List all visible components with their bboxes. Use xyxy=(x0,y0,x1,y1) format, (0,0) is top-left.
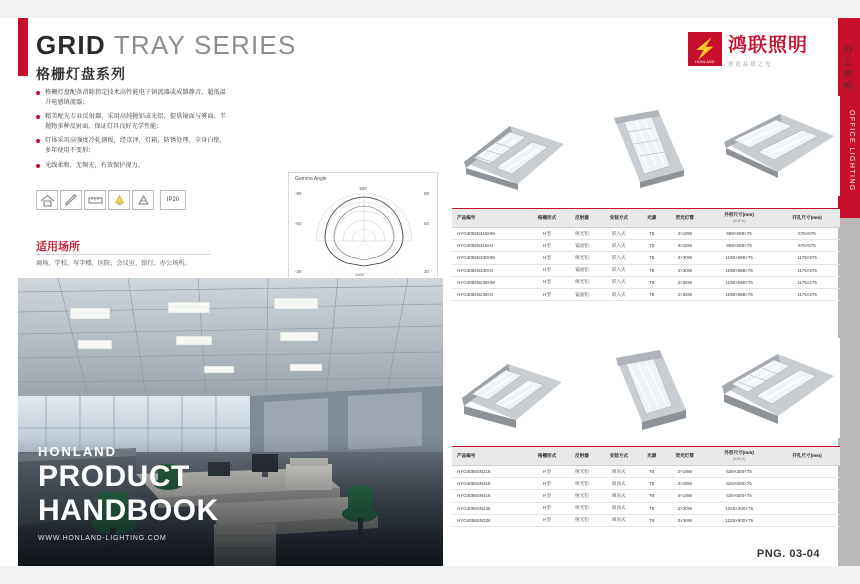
bulb-icon xyxy=(108,190,130,210)
feature-item: 光线柔和，无频光，有效保护视力。 xyxy=(36,161,226,171)
table-row xyxy=(452,288,840,300)
svg-text:-30: -30 xyxy=(295,269,302,274)
cell-dimensions: 1198×598×75 xyxy=(704,288,774,300)
cell-product-code: HYG4055N236HJ xyxy=(452,288,530,300)
product-image xyxy=(452,338,576,438)
cell-cutout: 1175×575 xyxy=(774,264,840,276)
cell-mounting: 嵌入式 xyxy=(599,288,638,300)
cell-source: T8 xyxy=(638,490,665,502)
cell-cutout: 1175×275 xyxy=(774,276,840,288)
cell-cutout: 575×575 xyxy=(774,240,840,252)
cell-mounting: 嵌入式 xyxy=(599,264,638,276)
feature-item: 格栅灯盘配备消除指定技术高性能电子镇流器或成器静音，超低温升电感镇流器； xyxy=(36,88,226,107)
cell-grid-type: H型 xyxy=(530,466,565,478)
col-reflector: 反射器 xyxy=(565,209,600,228)
col-product-code: 产品编号 xyxy=(452,447,530,466)
col-mounting: 安装方式 xyxy=(599,209,638,228)
cell-reflector: 哑光铝 xyxy=(565,478,600,490)
cell-mounting: 吸顶式 xyxy=(599,466,638,478)
page-title-en xyxy=(36,30,297,61)
cell-lamp: 3×18W xyxy=(665,228,704,240)
svg-text:60: 60 xyxy=(424,221,430,226)
cell-lamp: 2×36W xyxy=(665,276,704,288)
cell-reflector: 镜面铝 xyxy=(565,288,600,300)
cell-source: T8 xyxy=(638,514,665,526)
cell-cutout xyxy=(774,478,840,490)
cell-lamp: 2×30W xyxy=(665,502,704,514)
cell-product-code: HYG4056SN318 xyxy=(452,478,530,490)
cell-source: T8 xyxy=(638,276,665,288)
photo-brand: HONLAND xyxy=(38,444,117,459)
cell-lamp: 3×30W xyxy=(665,264,704,276)
polar-title: Gamma Angle xyxy=(295,176,327,182)
cell-product-code: HYG4055N318HJ xyxy=(452,240,530,252)
table-row xyxy=(452,252,840,264)
cell-source: T8 xyxy=(638,228,665,240)
logo-mark-icon xyxy=(688,32,722,66)
svg-text:1000: 1000 xyxy=(355,272,364,277)
col-cutout: 开孔尺寸(mm) xyxy=(774,447,840,466)
title-bold: GRID xyxy=(36,30,106,60)
cell-cutout xyxy=(774,514,840,526)
feature-item: 精美配光专业反射器，采用高纯抛铝或光铝，提供镜面与雾面、半抛物多种反射面，保证灯具良好光学性能； xyxy=(36,112,226,131)
cell-lamp: 4×18W xyxy=(665,490,704,502)
cell-cutout: 1175×575 xyxy=(774,252,840,264)
cell-lamp: 3×18W xyxy=(665,478,704,490)
cell-reflector: 镜面铝 xyxy=(565,264,600,276)
cell-cutout xyxy=(774,466,840,478)
cell-grid-type: H型 xyxy=(530,264,565,276)
cell-mounting: 吸顶式 xyxy=(599,490,638,502)
cell-grid-type: H型 xyxy=(530,240,565,252)
lightning-icon: ⚡ xyxy=(693,38,717,60)
col-grid-type: 格栅形式 xyxy=(530,447,565,466)
col-dimensions: 外形尺寸(mm) (A×B×H) xyxy=(704,209,774,228)
product-image-row-1 xyxy=(452,96,840,196)
side-tab-label-cn: 办公照明 xyxy=(843,45,854,91)
cell-grid-type: H型 xyxy=(530,276,565,288)
svg-text:-60: -60 xyxy=(295,221,302,226)
col-source: 光源 xyxy=(638,209,665,228)
cell-dimensions: 1226×300×75 xyxy=(704,502,774,514)
cell-source: T8 xyxy=(638,240,665,252)
spec-table-2 xyxy=(452,446,840,527)
cell-product-code: HYG4055N318HW xyxy=(452,228,530,240)
col-grid-type: 格栅形式 xyxy=(530,209,565,228)
col-mounting: 安装方式 xyxy=(599,447,638,466)
cell-dimensions: 598×598×75 xyxy=(704,240,774,252)
photo-line2: HANDBOOK xyxy=(38,494,219,527)
product-image xyxy=(584,96,708,196)
brand-logo xyxy=(688,30,808,68)
cell-reflector: 哑光铝 xyxy=(565,466,600,478)
cell-mounting: 嵌入式 xyxy=(599,252,638,264)
table-row xyxy=(452,478,840,490)
cell-mounting: 嵌入式 xyxy=(599,228,638,240)
cell-reflector: 镜面铝 xyxy=(565,240,600,252)
table-row xyxy=(452,514,840,526)
cell-dimensions: 626×600×75 xyxy=(704,490,774,502)
cell-lamp: 3×18W xyxy=(665,240,704,252)
table-row xyxy=(452,502,840,514)
title-light: TRAY SERIES xyxy=(113,30,297,60)
cleaning-icon xyxy=(132,190,154,210)
cell-reflector: 哑光铝 xyxy=(565,252,600,264)
polar-plot-svg xyxy=(289,173,439,291)
table-row xyxy=(452,240,840,252)
cell-mounting: 吸顶式 xyxy=(599,502,638,514)
feature-list xyxy=(36,88,226,175)
cell-cutout xyxy=(774,502,840,514)
photometric-diagram xyxy=(288,172,438,290)
logo-text-block xyxy=(728,30,808,68)
product-image xyxy=(716,96,840,196)
cell-grid-type: H型 xyxy=(530,478,565,490)
page-number: PNG. 03-04 xyxy=(756,548,820,560)
cell-reflector: 哑光铝 xyxy=(565,228,600,240)
accent-bar xyxy=(18,18,28,76)
cell-dimensions: 1198×598×75 xyxy=(704,252,774,264)
cell-lamp: 3×30W xyxy=(665,252,704,264)
table-header-row xyxy=(452,209,840,228)
cell-source: T8 xyxy=(638,264,665,276)
table-body xyxy=(452,466,840,527)
col-cutout: 开孔尺寸(mm) xyxy=(774,209,840,228)
cell-source: T8 xyxy=(638,466,665,478)
cell-source: T8 xyxy=(638,288,665,300)
indoor-icon xyxy=(36,190,58,210)
table-row xyxy=(452,276,840,288)
cell-grid-type: H型 xyxy=(530,288,565,300)
spec-table-1 xyxy=(452,208,840,301)
logo-mark-text: HONLAND xyxy=(695,60,715,64)
cell-mounting: 吸顶式 xyxy=(599,478,638,490)
table-row xyxy=(452,466,840,478)
cell-product-code: HYG4056SN218 xyxy=(452,466,530,478)
ruler-icon xyxy=(84,190,106,210)
cell-dimensions: 626×300×75 xyxy=(704,466,774,478)
spec-icon-row xyxy=(36,190,186,210)
col-reflector: 反射器 xyxy=(565,447,600,466)
cell-cutout xyxy=(774,490,840,502)
cell-cutout: 1175×275 xyxy=(774,288,840,300)
pencil-icon xyxy=(60,190,82,210)
cell-grid-type: H型 xyxy=(530,514,565,526)
photo-line1: PRODUCT xyxy=(38,460,190,493)
table-row xyxy=(452,264,840,276)
scene-title: 适用场所 xyxy=(36,241,80,253)
cell-product-code: HYG4055N330HJ xyxy=(452,264,530,276)
cell-source: T8 xyxy=(638,502,665,514)
cell-reflector: 哑光铝 xyxy=(565,490,600,502)
cell-cutout: 575×575 xyxy=(774,228,840,240)
cell-grid-type: H型 xyxy=(530,228,565,240)
feature-item: 灯体采用高强度冷轧钢板，经京泽，灯箱，防锈处理、全身白壁，多年使用不变形； xyxy=(36,136,226,155)
col-lamp: 荧光灯管 xyxy=(665,209,704,228)
svg-text:30: 30 xyxy=(424,269,430,274)
office-photo xyxy=(18,278,443,566)
cell-dimensions: 1198×598×75 xyxy=(704,264,774,276)
table-row xyxy=(452,228,840,240)
side-tab-label-en: OFFICE LIGHTING xyxy=(848,110,855,192)
photo-caption xyxy=(38,445,219,542)
cell-reflector: 哑光铝 xyxy=(565,514,600,526)
logo-company-name: 鸿联照明 xyxy=(727,35,808,56)
table-body xyxy=(452,228,840,301)
cell-product-code: HYG4055N236HW xyxy=(452,276,530,288)
cell-reflector: 哑光铝 xyxy=(565,502,600,514)
product-image xyxy=(584,338,708,438)
logo-tagline: 创造品质之光 xyxy=(727,62,773,68)
col-product-code: 产品编号 xyxy=(452,209,530,228)
cell-source: T8 xyxy=(638,252,665,264)
cell-mounting: 嵌入式 xyxy=(599,276,638,288)
cell-product-code: HYG4056SN236 xyxy=(452,502,530,514)
cell-dimensions: 1198×598×75 xyxy=(704,276,774,288)
cell-product-code: HYG4056SN418 xyxy=(452,490,530,502)
svg-text:-90: -90 xyxy=(295,191,302,196)
product-image xyxy=(452,96,576,196)
cell-grid-type: H型 xyxy=(530,490,565,502)
cell-mounting: 吸顶式 xyxy=(599,514,638,526)
col-lamp: 荧光灯管 xyxy=(665,447,704,466)
table-row xyxy=(452,490,840,502)
cell-reflector: 哑光铝 xyxy=(565,276,600,288)
scene-divider xyxy=(36,254,211,255)
cell-lamp: 3×36W xyxy=(665,514,704,526)
cell-grid-type: H型 xyxy=(530,502,565,514)
cell-source: T8 xyxy=(638,478,665,490)
photo-url: WWW.HONLAND-LIGHTING.COM xyxy=(38,535,167,542)
cell-dimensions: 626×600×75 xyxy=(704,478,774,490)
cell-product-code: HYG4055N330HW xyxy=(452,252,530,264)
page-title-cn: 格栅灯盘系列 xyxy=(36,66,126,82)
polar-top-label: 180 xyxy=(359,186,367,191)
product-image-row-2 xyxy=(452,338,840,438)
col-dimensions: 外形尺寸(mm) (A×B×H) xyxy=(704,447,774,466)
ip-rating-badge: IP20 xyxy=(160,190,186,210)
table-header-row xyxy=(452,447,840,466)
scene-text: 商场、学校、写字楼、医院、会议室、银行、办公场所。 xyxy=(36,260,191,267)
cell-lamp: 2×18W xyxy=(665,466,704,478)
cell-mounting: 嵌入式 xyxy=(599,240,638,252)
col-source: 光源 xyxy=(638,447,665,466)
cell-lamp: 2×36W xyxy=(665,288,704,300)
cell-grid-type: H型 xyxy=(530,252,565,264)
svg-text:90: 90 xyxy=(424,191,430,196)
cell-dimensions: 1226×600×75 xyxy=(704,514,774,526)
product-image xyxy=(716,338,840,438)
cell-dimensions: 598×598×75 xyxy=(704,228,774,240)
cell-product-code: HYG4056SN336 xyxy=(452,514,530,526)
